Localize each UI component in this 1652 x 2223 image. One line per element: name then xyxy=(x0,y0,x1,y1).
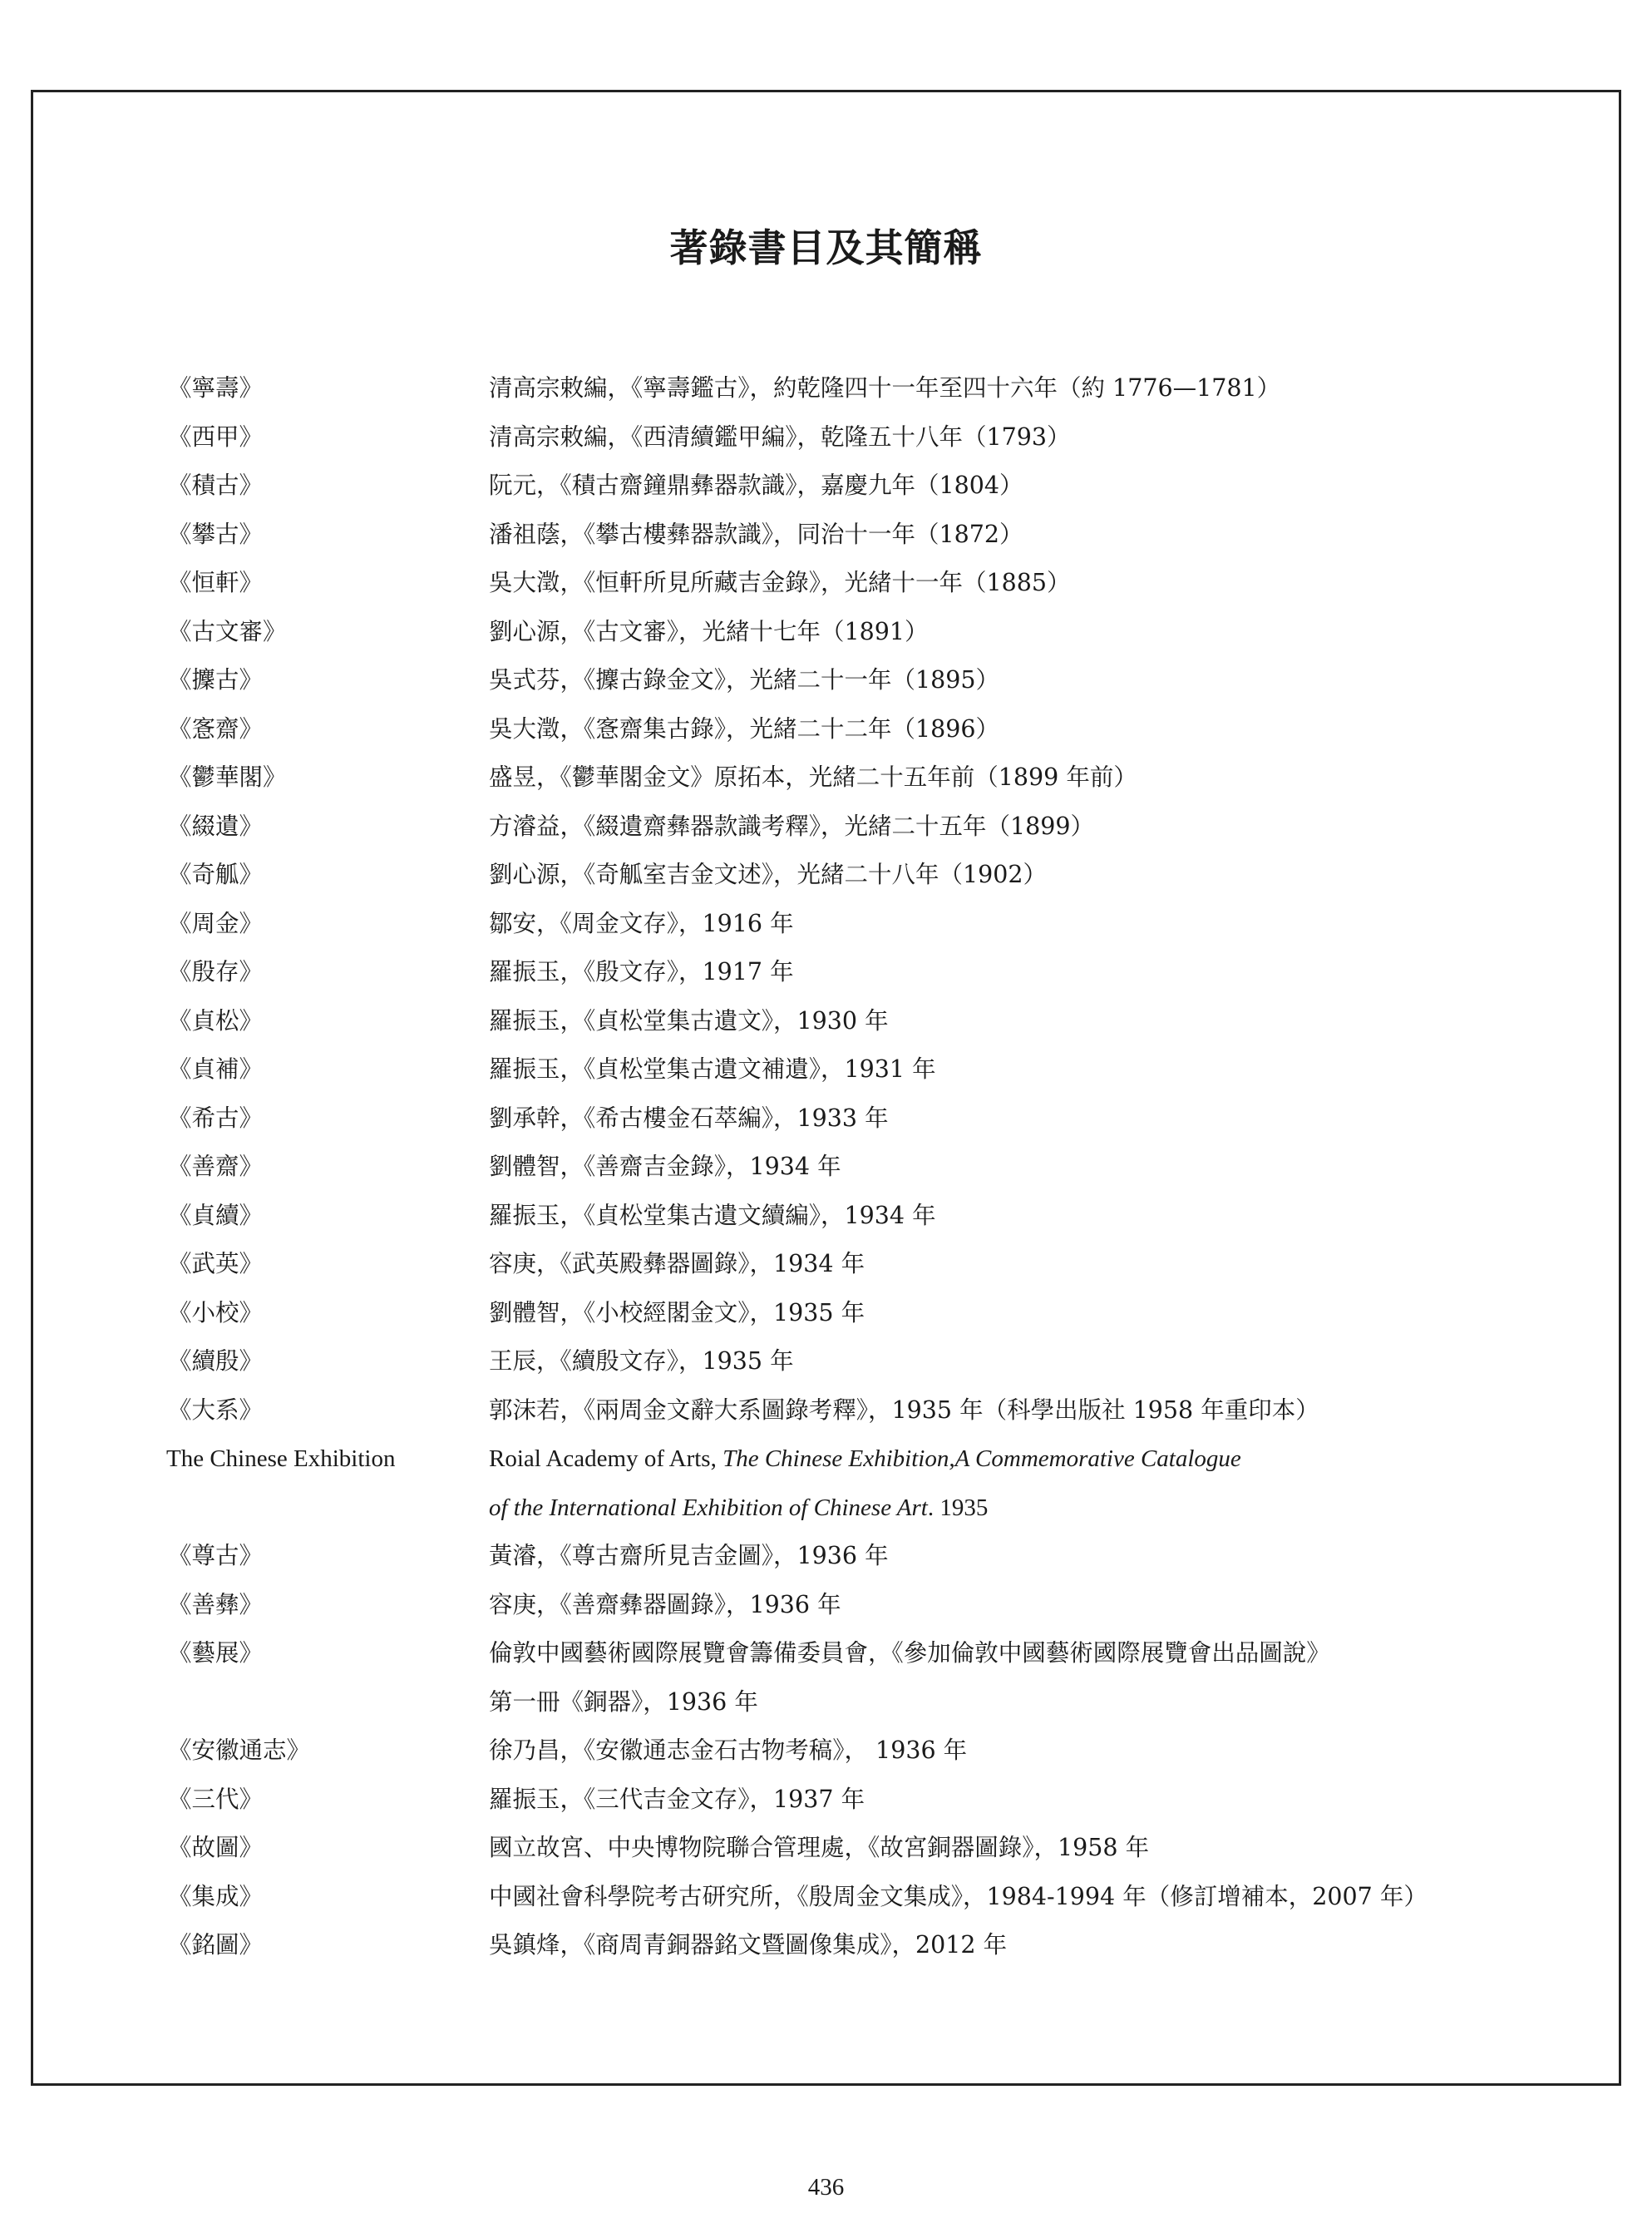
list-item xyxy=(0,1532,1652,1581)
entry-abbreviation: 《古文審》 xyxy=(168,617,287,645)
entry-abbreviation: 《武英》 xyxy=(168,1250,264,1277)
page-title: 著錄書目及其簡稱 xyxy=(669,225,983,270)
entry-citation: 王辰，《續殷文存》，1935 年 xyxy=(489,1347,794,1375)
list-item xyxy=(0,1921,1652,1970)
entry-abbreviation: 《希古》 xyxy=(168,1104,264,1132)
entry-citation: 清高宗敕編，《寧壽鑑古》，約乾隆四十一年至四十六年（約 1776—1781） xyxy=(489,374,1281,402)
entry-abbreviation: 《寧壽》 xyxy=(168,374,264,402)
list-item xyxy=(0,1435,1652,1484)
entry-abbreviation: 《殷存》 xyxy=(168,958,264,986)
list-item xyxy=(0,1192,1652,1241)
entry-citation: 國立故宮、中央博物院聯合管理處，《故宮銅器圖錄》，1958 年 xyxy=(489,1834,1150,1861)
entry-abbreviation: 《奇觚》 xyxy=(168,861,264,888)
entry-citation: 徐乃昌，《安徽通志金石古物考稿》， 1936 年 xyxy=(489,1736,968,1764)
list-item xyxy=(0,1629,1652,1678)
entry-citation: 吳式芬，《攈古錄金文》，光緒二十一年（1895） xyxy=(489,666,1000,694)
entry-abbreviation: 《攈古》 xyxy=(168,666,264,694)
entry-abbreviation: 《西甲》 xyxy=(168,422,264,451)
list-item xyxy=(0,803,1652,852)
entry-citation: 羅振玉，《貞松堂集古遺文補遺》，1931 年 xyxy=(489,1055,936,1083)
entry-abbreviation: 《積古》 xyxy=(168,472,264,499)
entry-citation-author: Roial Academy of Arts, xyxy=(489,1445,723,1472)
list-item xyxy=(0,1776,1652,1825)
list-item xyxy=(0,851,1652,900)
entry-abbreviation: 《鬱華閣》 xyxy=(168,763,287,791)
entry-citation: 清高宗敕編，《西清續鑑甲編》，乾隆五十八年（1793） xyxy=(489,422,1071,451)
list-item xyxy=(0,559,1652,608)
entry-abbreviation: 《善彝》 xyxy=(168,1590,264,1618)
entry-citation: 方濬益，《綴遺齋彝器款識考釋》，光緒二十五年（1899） xyxy=(489,812,1095,840)
entry-citation: 阮元，《積古齋鐘鼎彝器款識》，嘉慶九年（1804） xyxy=(489,472,1023,499)
entry-abbreviation: 《安徽通志》 xyxy=(168,1736,311,1764)
list-item xyxy=(0,413,1652,462)
entry-citation: 劉體智，《小校經閣金文》，1935 年 xyxy=(489,1298,865,1326)
list-item xyxy=(0,948,1652,997)
entry-abbreviation: 《善齋》 xyxy=(168,1153,264,1180)
list-item xyxy=(0,753,1652,803)
entry-citation xyxy=(489,1435,1241,1484)
list-item xyxy=(0,1824,1652,1873)
entry-abbreviation: 《周金》 xyxy=(168,909,264,937)
entry-citation: 劉承幹，《希古樓金石萃編》，1933 年 xyxy=(489,1104,889,1132)
entry-citation: 羅振玉，《貞松堂集古遺文》，1930 年 xyxy=(489,1006,889,1035)
entry-abbreviation: 《恒軒》 xyxy=(168,569,264,596)
entry-citation: 郭沫若，《兩周金文辭大系圖錄考釋》，1935 年（科學出版社 1958 年重印本） xyxy=(489,1396,1319,1424)
entry-citation: 盛昱，《鬱華閣金文》原拓本，光緒二十五年前（1899 年前） xyxy=(489,763,1137,791)
entry-citation-continuation: 第一冊《銅器》，1936 年 xyxy=(489,1687,758,1716)
entry-citation-title: The Chinese Exhibition,A Commemorative Catalogue xyxy=(722,1445,1241,1472)
entry-citation-continuation xyxy=(489,1484,988,1533)
entry-citation: 羅振玉，《貞松堂集古遺文續編》，1934 年 xyxy=(489,1201,936,1229)
entry-abbreviation: 《藝展》 xyxy=(168,1639,264,1667)
bibliography-list xyxy=(0,364,1652,1970)
entry-citation-year: . 1935 xyxy=(927,1494,989,1521)
entry-citation: 容庚，《善齋彝器圖錄》，1936 年 xyxy=(489,1590,841,1618)
entry-citation: 倫敦中國藝術國際展覽會籌備委員會，《參加倫敦中國藝術國際展覽會出品圖說》 xyxy=(489,1639,1330,1667)
entry-citation: 潘祖蔭，《攀古樓彝器款識》，同治十一年（1872） xyxy=(489,520,1023,548)
list-item xyxy=(0,1727,1652,1776)
list-item xyxy=(0,608,1652,657)
list-item xyxy=(0,900,1652,949)
list-item xyxy=(0,1094,1652,1144)
entry-citation: 吳大澂，《愙齋集古錄》，光緒二十二年（1896） xyxy=(489,714,1000,743)
entry-citation: 黃濬，《尊古齋所見吉金圖》，1936 年 xyxy=(489,1542,889,1569)
list-item-continuation xyxy=(0,1484,1652,1533)
entry-abbreviation: 《尊古》 xyxy=(168,1542,264,1569)
page-number: 436 xyxy=(807,2174,845,2201)
entry-abbreviation: 《故圖》 xyxy=(168,1834,264,1861)
entry-citation: 劉心源，《奇觚室吉金文述》，光緒二十八年（1902） xyxy=(489,861,1048,888)
entry-citation: 羅振玉，《殷文存》，1917 年 xyxy=(489,958,794,986)
entry-abbreviation: 《大系》 xyxy=(168,1396,264,1424)
list-item xyxy=(0,1581,1652,1630)
entry-abbreviation: 《集成》 xyxy=(168,1882,264,1910)
list-item xyxy=(0,364,1652,413)
entry-citation: 劉心源，《古文審》，光緒十七年（1891） xyxy=(489,617,929,645)
entry-abbreviation: 《愙齋》 xyxy=(168,714,264,743)
list-item xyxy=(0,1337,1652,1386)
entry-abbreviation: 《貞補》 xyxy=(168,1055,264,1083)
entry-abbreviation: 《貞松》 xyxy=(168,1006,264,1035)
list-item xyxy=(0,1143,1652,1192)
list-item xyxy=(0,705,1652,754)
list-item-continuation xyxy=(0,1678,1652,1727)
list-item xyxy=(0,1386,1652,1435)
entry-citation: 吳鎮烽，《商周青銅器銘文暨圖像集成》，2012 年 xyxy=(489,1931,1008,1959)
entry-citation: 羅振玉，《三代吉金文存》，1937 年 xyxy=(489,1785,865,1813)
entry-abbreviation: 《攀古》 xyxy=(168,520,264,548)
list-item xyxy=(0,1240,1652,1289)
entry-abbreviation: 《續殷》 xyxy=(168,1347,264,1375)
entry-citation: 吳大澂，《恒軒所見所藏吉金錄》，光緒十一年（1885） xyxy=(489,569,1071,596)
entry-citation: 中國社會科學院考古研究所，《殷周金文集成》，1984-1994 年（修訂增補本，2007 年） xyxy=(489,1882,1428,1910)
entry-abbreviation: 《綴遺》 xyxy=(168,812,264,840)
entry-abbreviation: 《銘圖》 xyxy=(168,1931,264,1959)
list-item xyxy=(0,511,1652,560)
entry-citation: 鄒安，《周金文存》，1916 年 xyxy=(489,909,794,937)
entry-abbreviation: 《貞續》 xyxy=(168,1201,264,1229)
list-item xyxy=(0,656,1652,705)
entry-abbreviation: 《小校》 xyxy=(168,1298,264,1326)
entry-abbreviation: The Chinese Exhibition xyxy=(166,1445,396,1472)
list-item xyxy=(0,1045,1652,1094)
list-item xyxy=(0,997,1652,1046)
list-item xyxy=(0,1873,1652,1922)
entry-citation: 容庚，《武英殿彝器圖錄》，1934 年 xyxy=(489,1250,865,1277)
list-item xyxy=(0,1289,1652,1338)
entry-abbreviation: 《三代》 xyxy=(168,1785,264,1813)
entry-citation-title-cont: of the International Exhibition of Chinese Art xyxy=(489,1494,928,1521)
list-item xyxy=(0,462,1652,511)
entry-citation: 劉體智，《善齋吉金錄》，1934 年 xyxy=(489,1153,841,1180)
